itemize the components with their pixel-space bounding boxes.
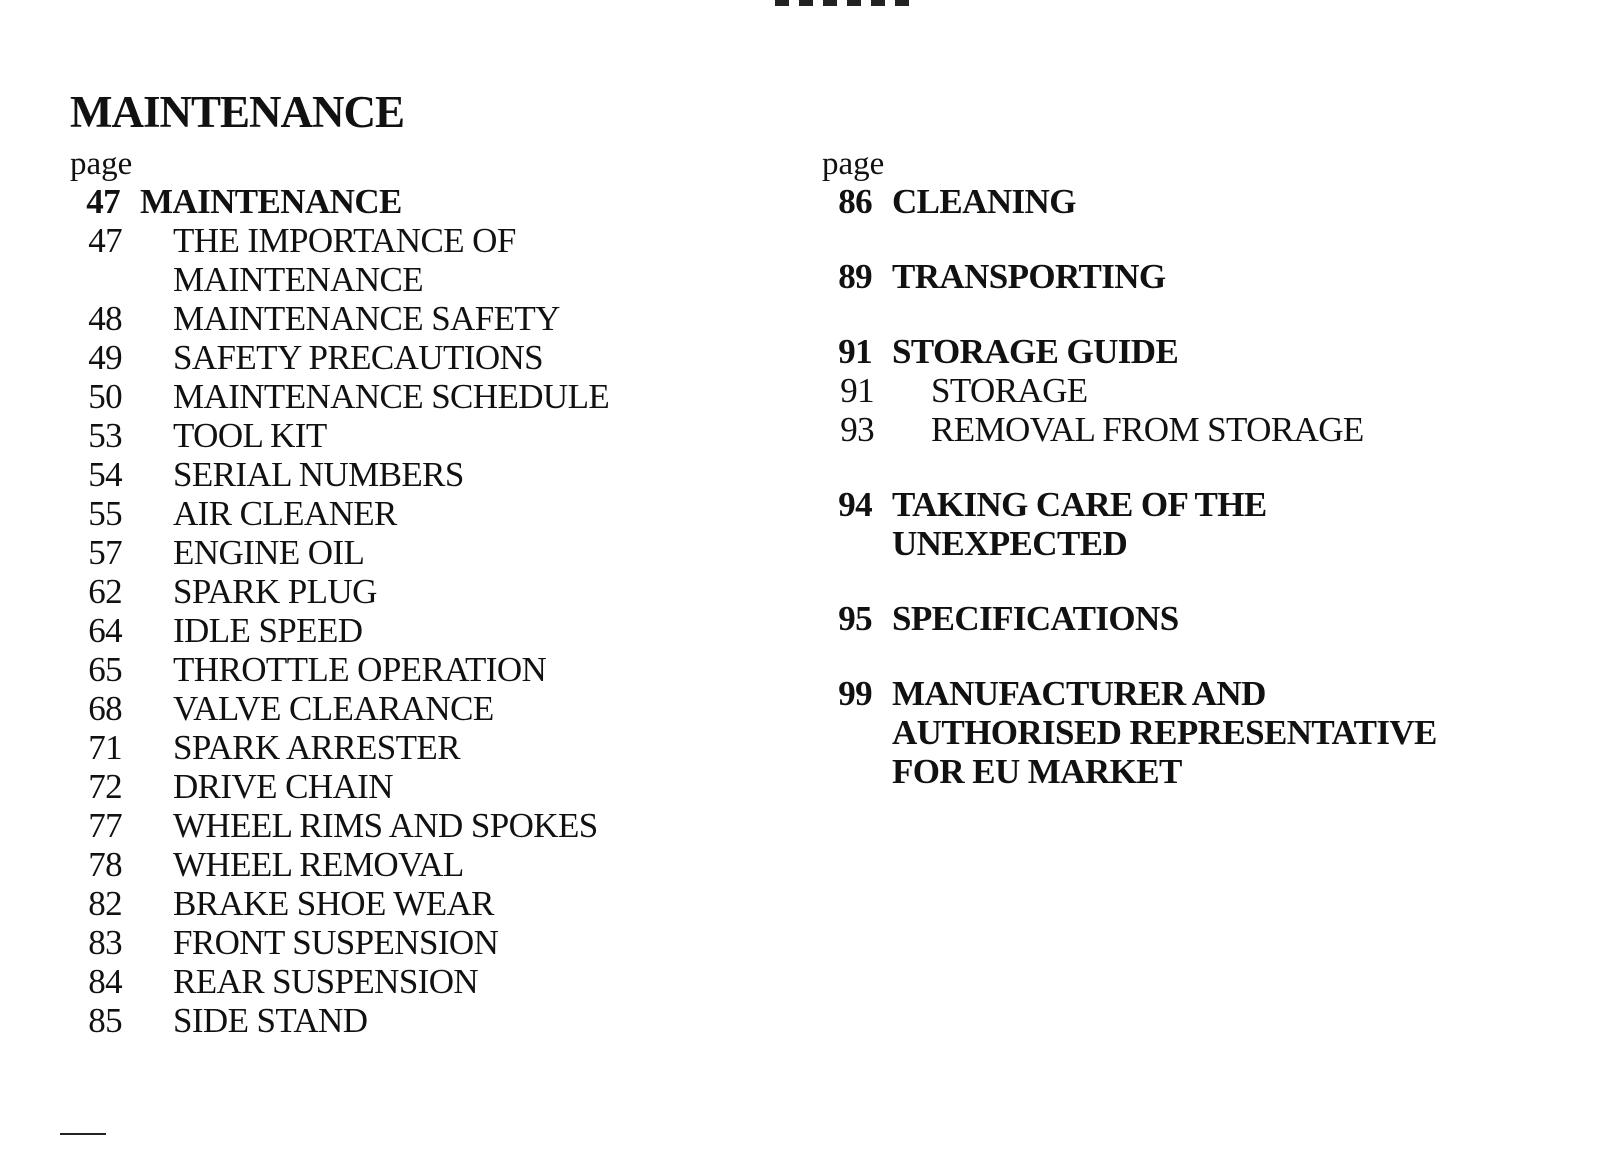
page-column-label: page bbox=[822, 146, 885, 182]
toc-page-number: 68 bbox=[88, 689, 122, 728]
toc-page-number: 62 bbox=[88, 572, 122, 611]
toc-entry-title: THROTTLE OPERATION bbox=[173, 650, 547, 689]
toc-entry[interactable] bbox=[70, 455, 710, 494]
toc-entry[interactable] bbox=[70, 767, 710, 806]
toc-page-number: 78 bbox=[88, 845, 122, 884]
toc-page-number: 93 bbox=[840, 410, 874, 449]
toc-page-number: 65 bbox=[88, 650, 122, 689]
toc-page-number: 85 bbox=[88, 1001, 122, 1040]
toc-page-number: 77 bbox=[88, 806, 122, 845]
toc-page-number: 47 bbox=[86, 182, 120, 221]
toc-entry[interactable] bbox=[70, 689, 710, 728]
toc-page-number: 95 bbox=[838, 599, 872, 638]
toc-page-number: 57 bbox=[88, 533, 122, 572]
toc-page-number: 48 bbox=[88, 299, 122, 338]
toc-page-number: 54 bbox=[88, 455, 122, 494]
toc-entry[interactable] bbox=[70, 338, 710, 377]
toc-entry[interactable] bbox=[822, 332, 1542, 371]
toc-entry[interactable] bbox=[70, 416, 710, 455]
toc-page-number: 83 bbox=[88, 923, 122, 962]
toc-entry-title: MAINTENANCE SAFETY bbox=[173, 299, 560, 338]
toc-entry[interactable] bbox=[822, 485, 1542, 563]
section-heading: MAINTENANCE bbox=[70, 87, 405, 137]
toc-entry-title: CLEANING bbox=[892, 182, 1076, 221]
toc-entry[interactable] bbox=[70, 923, 710, 962]
toc-page-number: 84 bbox=[88, 962, 122, 1001]
toc-entries-left bbox=[70, 182, 710, 1040]
toc-entry-title: THE IMPORTANCE OF MAINTENANCE bbox=[173, 221, 516, 299]
toc-page-number: 72 bbox=[88, 767, 122, 806]
toc-entries-right bbox=[822, 182, 1542, 791]
toc-entry-title: MAINTENANCE SCHEDULE bbox=[173, 377, 610, 416]
toc-entry-title: FRONT SUSPENSION bbox=[173, 923, 499, 962]
toc-page-number: 50 bbox=[88, 377, 122, 416]
toc-entry[interactable] bbox=[70, 1001, 710, 1040]
toc-entry-title: TAKING CARE OF THE UNEXPECTED bbox=[892, 485, 1267, 563]
toc-entry-title: REMOVAL FROM STORAGE bbox=[931, 410, 1364, 449]
toc-page-number: 71 bbox=[88, 728, 122, 767]
toc-entry-title: VALVE CLEARANCE bbox=[173, 689, 494, 728]
toc-page-number: 99 bbox=[838, 674, 872, 713]
toc-entry-title: DRIVE CHAIN bbox=[173, 767, 393, 806]
toc-entry[interactable] bbox=[70, 611, 710, 650]
toc-page-number: 86 bbox=[838, 182, 872, 221]
toc-entry-title: ENGINE OIL bbox=[173, 533, 365, 572]
toc-entry-title: SERIAL NUMBERS bbox=[173, 455, 464, 494]
toc-page-number: 91 bbox=[838, 332, 872, 371]
footer-rule bbox=[60, 1133, 106, 1135]
toc-column-left bbox=[70, 146, 710, 1040]
toc-page-number: 55 bbox=[88, 494, 122, 533]
toc-entry-title: MANUFACTURER AND AUTHORISED REPRESENTATIVE FOR EU MARKET bbox=[892, 674, 1437, 791]
toc-entry[interactable] bbox=[70, 845, 710, 884]
toc-entry[interactable] bbox=[822, 599, 1542, 638]
toc-page-number: 94 bbox=[838, 485, 872, 524]
toc-entry[interactable] bbox=[70, 494, 710, 533]
toc-entry[interactable] bbox=[70, 221, 710, 299]
toc-entry[interactable] bbox=[822, 674, 1542, 791]
toc-page-number: 64 bbox=[88, 611, 122, 650]
toc-entry-title: SPARK ARRESTER bbox=[173, 728, 460, 767]
toc-entry-title: TRANSPORTING bbox=[892, 257, 1166, 296]
toc-entry-title: SIDE STAND bbox=[173, 1001, 368, 1040]
toc-entry[interactable] bbox=[70, 806, 710, 845]
toc-entry-title: SPARK PLUG bbox=[173, 572, 377, 611]
toc-entry[interactable] bbox=[822, 182, 1542, 221]
toc-entry-title: IDLE SPEED bbox=[173, 611, 363, 650]
toc-entry[interactable] bbox=[70, 572, 710, 611]
toc-entry-title: MAINTENANCE bbox=[140, 182, 402, 221]
toc-entry[interactable] bbox=[70, 962, 710, 1001]
toc-entry[interactable] bbox=[822, 371, 1542, 410]
toc-entry[interactable] bbox=[70, 650, 710, 689]
toc-entry-title: AIR CLEANER bbox=[173, 494, 397, 533]
toc-entry[interactable] bbox=[70, 533, 710, 572]
toc-entry-title: BRAKE SHOE WEAR bbox=[173, 884, 494, 923]
toc-page-number: 89 bbox=[838, 257, 872, 296]
toc-entry[interactable] bbox=[70, 728, 710, 767]
toc-entry-title: STORAGE GUIDE bbox=[892, 332, 1179, 371]
page-header-fragment bbox=[775, 0, 915, 6]
toc-page-number: 82 bbox=[88, 884, 122, 923]
toc-page-number: 49 bbox=[88, 338, 122, 377]
toc-page-number: 53 bbox=[88, 416, 122, 455]
toc-entry[interactable] bbox=[70, 182, 710, 221]
toc-column-right bbox=[822, 146, 1542, 791]
toc-page-number: 47 bbox=[88, 221, 122, 260]
toc-entry[interactable] bbox=[822, 257, 1542, 296]
toc-entry-title: REAR SUSPENSION bbox=[173, 962, 479, 1001]
toc-entry[interactable] bbox=[70, 884, 710, 923]
toc-entry-title: WHEEL RIMS AND SPOKES bbox=[173, 806, 598, 845]
toc-entry-title: STORAGE bbox=[931, 371, 1088, 410]
toc-entry[interactable] bbox=[822, 410, 1542, 449]
toc-entry-title: SPECIFICATIONS bbox=[892, 599, 1179, 638]
toc-page-number: 91 bbox=[840, 371, 874, 410]
toc-entry[interactable] bbox=[70, 377, 710, 416]
toc-entry-title: WHEEL REMOVAL bbox=[173, 845, 464, 884]
page-column-label: page bbox=[70, 146, 133, 182]
toc-entry-title: SAFETY PRECAUTIONS bbox=[173, 338, 544, 377]
toc-entry[interactable] bbox=[70, 299, 710, 338]
toc-entry-title: TOOL KIT bbox=[173, 416, 327, 455]
